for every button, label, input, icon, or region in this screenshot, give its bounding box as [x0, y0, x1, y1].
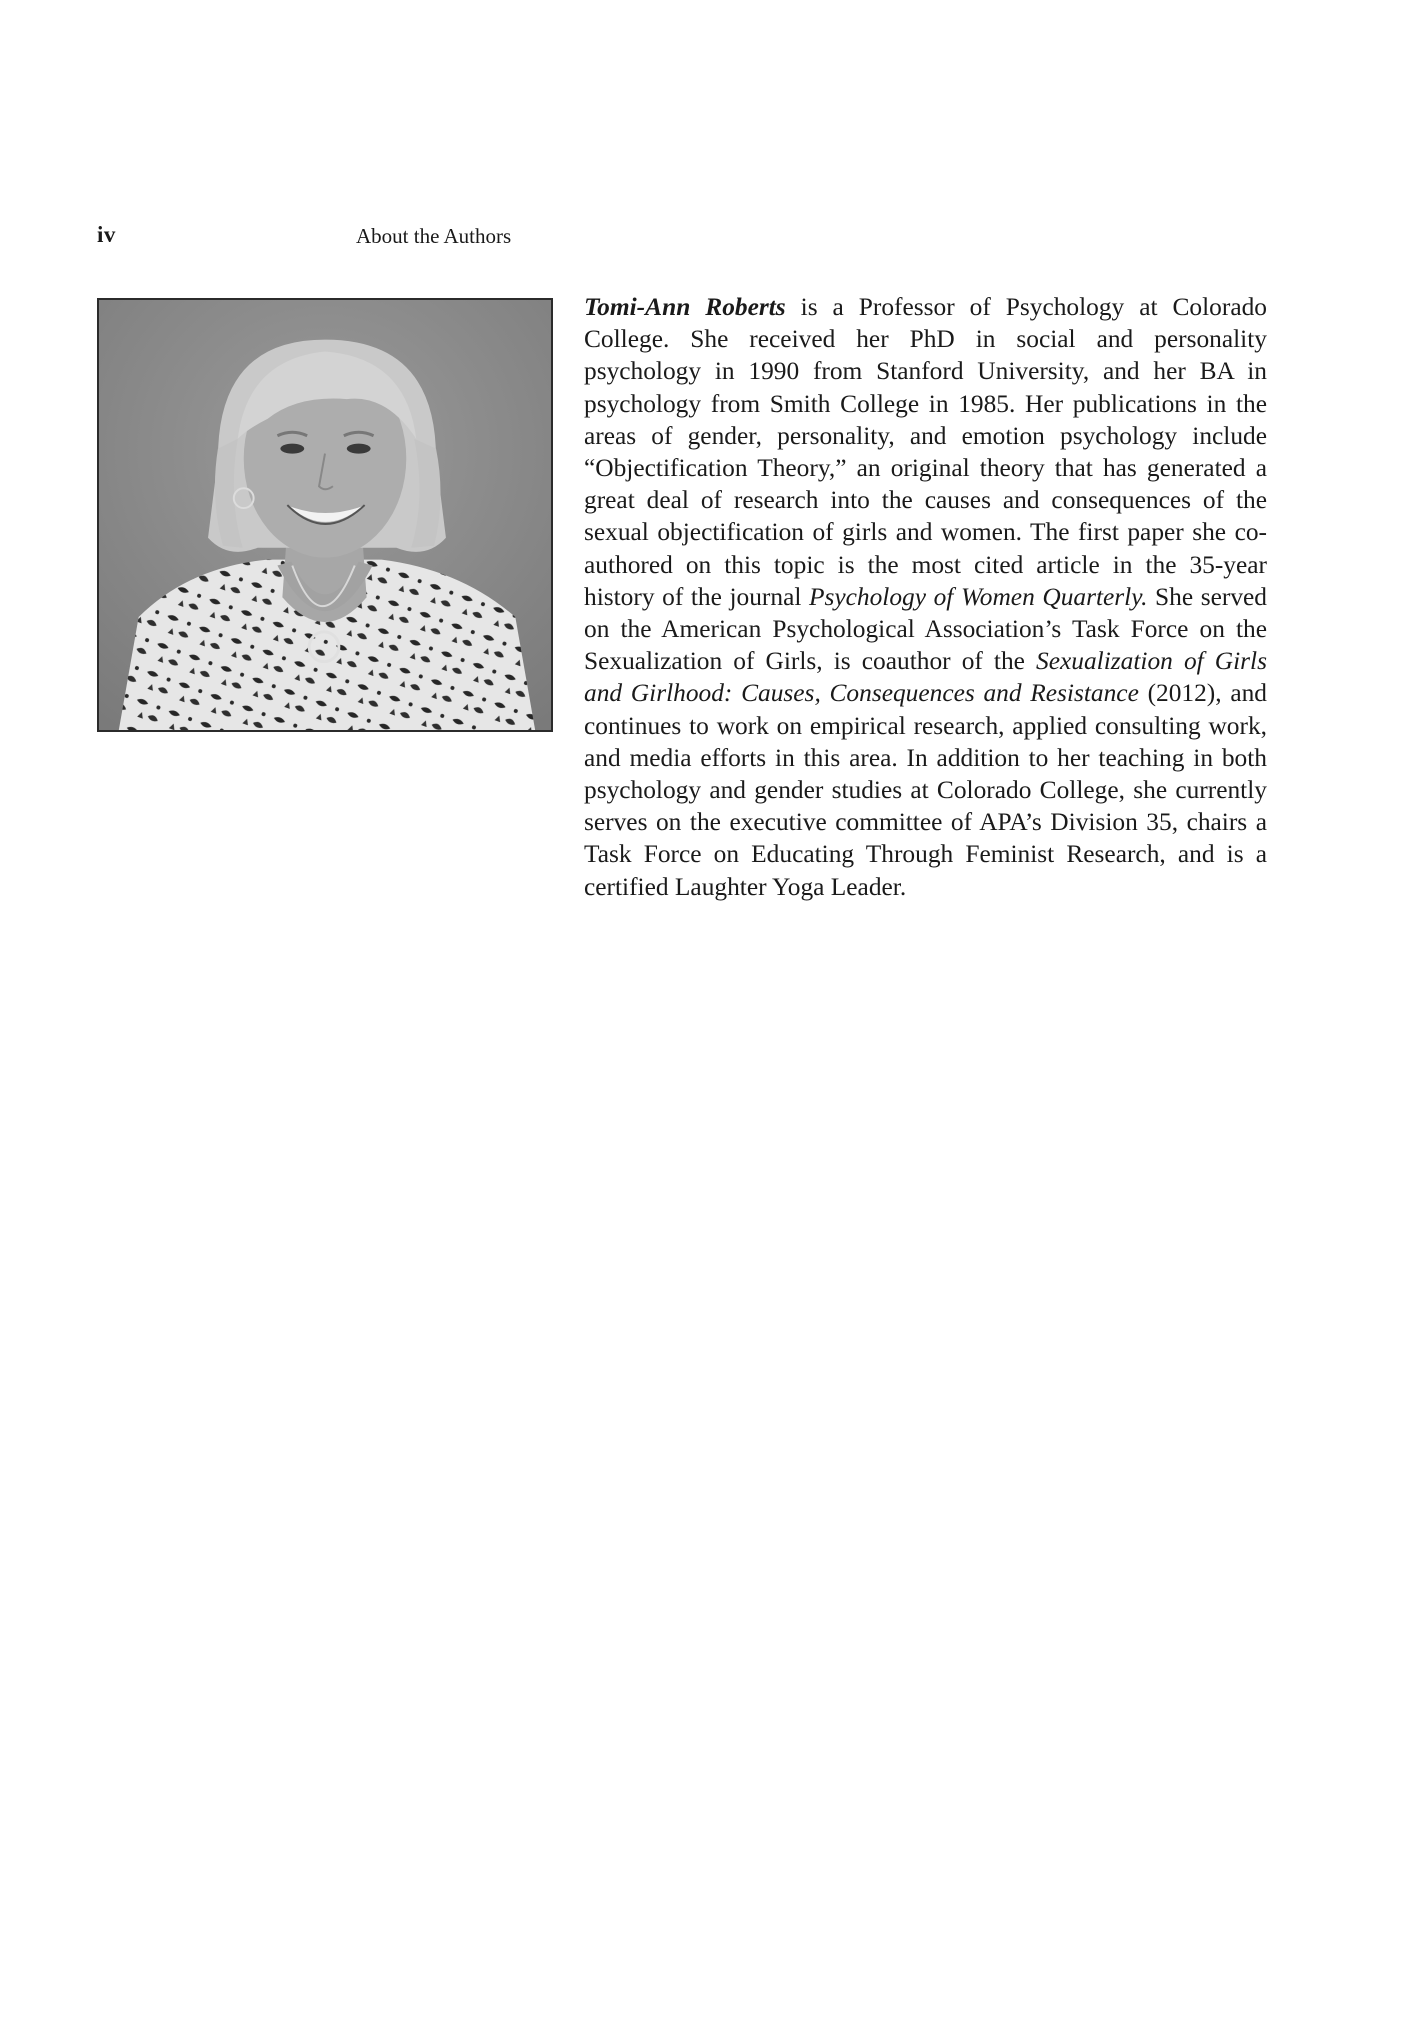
- bio-text-part-2: She served on the American Psychological Association’s Task Force on the Sexualization of Girls, is coauthor of the: [584, 582, 1267, 676]
- author-bio-paragraph: [584, 291, 1267, 903]
- author-name: Tomi-Ann Roberts: [584, 293, 786, 321]
- author-portrait-photo-icon: [99, 300, 551, 730]
- journal-title: Psychology of Women Quarterly.: [808, 582, 1148, 611]
- bio-text-part-1: is a Professor of Psychology at Colorado College. She received her PhD in social and personality psychology in 1990 from Stanford University, and her BA in psychology from Smith College in 1985. Her publications in the areas of gender, personality, and emotion psychology include “Objectification Theory,” an original theory that has generated a great deal of research into the causes and consequences of the sexual objectification of girls and women. The first paper she co-authored on this topic is the most cited article in the 35-year history of the journal: [584, 293, 1267, 611]
- book-title: Sexualization of Girls and Girlhood: Causes, Consequences and Resistance: [584, 647, 1267, 708]
- author-portrait-photo: [97, 298, 553, 732]
- page-number: iv: [97, 222, 116, 247]
- running-head: About the Authors: [356, 224, 512, 248]
- bio-text-part-3: (2012), and continues to work on empirical research, applied consulting work, and media efforts in this area. In addition to her teaching in both psychology and gender studies at Colorado College, she currently serves on the executive committee of APA’s Division 35, chairs a Task Force on Educating Through Feminist Research, and is a certified Laughter Yoga Leader.: [584, 679, 1267, 901]
